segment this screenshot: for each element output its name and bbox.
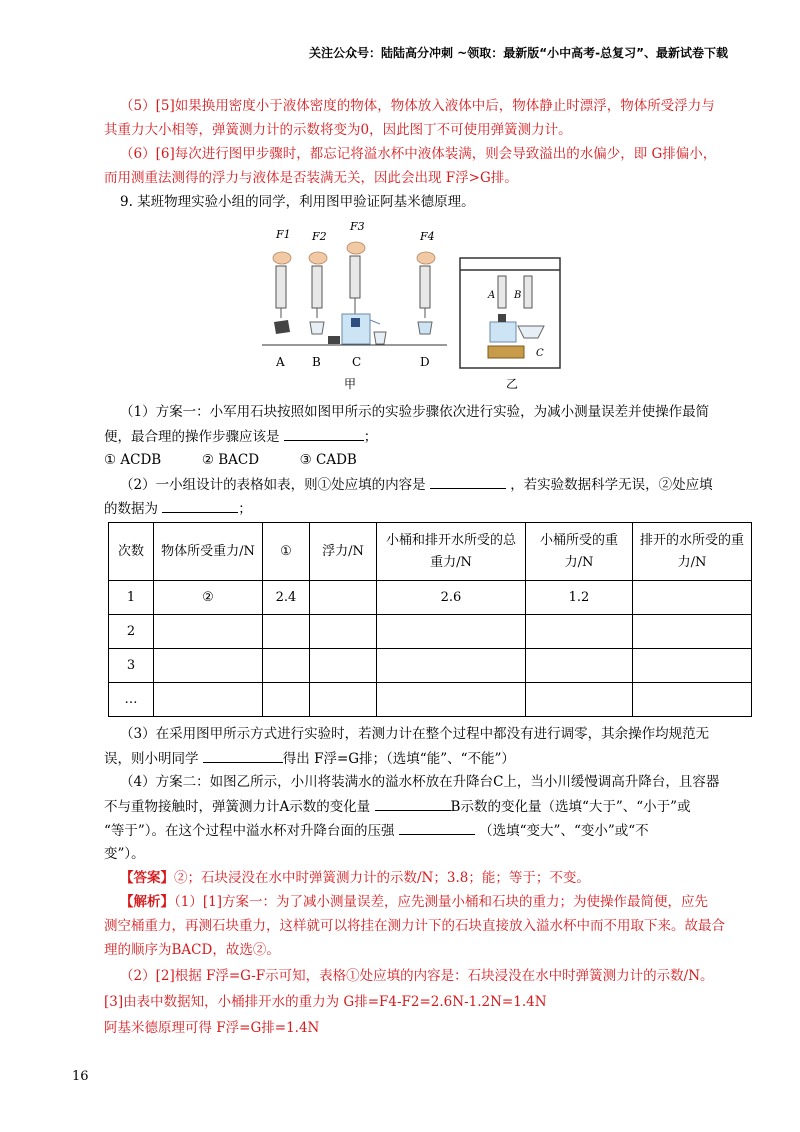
s1a: （1）方案一：小军用石块按照如图甲所示的实验步骤依次进行实验，为减小测量误差并使操作最简	[120, 404, 710, 420]
overflow-cup-2-icon	[490, 322, 516, 342]
table-row: 3	[109, 649, 752, 683]
stone-submerged-icon	[351, 318, 360, 327]
caption-jia: 甲	[344, 377, 357, 391]
label-scale-a: A	[488, 290, 496, 301]
label-scale-b: B	[514, 290, 522, 301]
table-row: …	[109, 683, 752, 717]
spring-scale-icons	[276, 256, 430, 308]
step-a: A	[276, 355, 285, 369]
page-header: 关注公众号：陆陆高分冲刺 ~领取：最新版“小中高考-总复习”、最新试卷下载	[309, 46, 728, 60]
blank-5[interactable]	[375, 796, 451, 811]
label-f1: F1	[276, 228, 291, 241]
table-row: 1 ② 2.4 2.6 1.2	[109, 581, 752, 615]
s2a: （2）一小组设计的表格如表，则①处应填的内容是 ，若实验数据科学无误，②处应填	[120, 474, 713, 495]
prev-p6a: （6）[6]每次进行图甲步骤时，都忘记将溢水杯中液体装满，则会导致溢出的水偏少，即 G排偏小，	[120, 146, 717, 162]
s3b: 误，则小明同学 得出 F浮=G排；（选填“能”、“不能”）	[104, 748, 515, 769]
lift-platform-icon	[488, 346, 524, 358]
label-f3: F3	[350, 220, 365, 233]
analysis-1b: 测空桶重力，再测石块重力，这样就可以将挂在测力计下的石块直接放入溢水杯中而不用取下来。故最合	[104, 918, 725, 934]
prev-p6b: 而用测重法测得的浮力与液体是否装满无关，因此会出现 F浮>G排。	[104, 170, 518, 186]
label-platform-c: C	[536, 348, 544, 359]
step-b: B	[312, 355, 321, 369]
analysis-2: （2）[2]根据 F浮=G-F示可知，表格①处应填的内容是：石块浸没在水中时弹簧测力计的示数/N。	[120, 968, 714, 984]
bucket-water-icon	[418, 322, 432, 334]
th-4: 小桶和排开水所受的总重力/N	[377, 523, 526, 581]
experiment-figure	[262, 218, 562, 394]
answer-line	[120, 868, 590, 888]
th-6: 排开的水所受的重力/N	[633, 523, 752, 581]
analysis-3: [3]由表中数据知，小桶排开水的重力为 G排=F4-F2=2.6N-1.2N=1.4N	[104, 994, 547, 1010]
answer-tag: 【答案】	[120, 870, 174, 886]
options-row	[104, 450, 357, 470]
answer-text: ②；石块浸没在水中时弹簧测力计的示数/N；3.8；能；等于；不变。	[174, 870, 590, 886]
th-2: ①	[263, 523, 310, 581]
step-c: C	[352, 355, 362, 369]
prev-p5a: （5）[5]如果换用密度小于液体密度的物体，物体放入液体中后，物体静止时漂浮，物体所受浮力与	[120, 98, 715, 114]
analysis-4: 阿基米德原理可得 F浮=G排=1.4N	[104, 1020, 320, 1036]
th-0: 次数	[109, 523, 154, 581]
label-f4: F4	[420, 230, 435, 243]
s4b: 不与重物接触时，弹簧测力计A示数的变化量 B示数的变化量（选填“大于”、“小于”或	[104, 796, 691, 817]
table-header-row	[109, 523, 752, 581]
page-number: 16	[72, 1069, 89, 1084]
blank-3[interactable]	[162, 498, 238, 513]
s4c: “等于”）。在这个过程中溢水杯对升降台面的压强 （选填“变大”、“变小”或“不	[104, 820, 649, 841]
bucket-icon	[310, 322, 324, 334]
s2b: 的数据为 ；	[104, 498, 252, 519]
s4a: （4）方案二：如图乙所示，小川将装满水的溢水杯放在升降台C上，当小川缓慢调高升降台，且容器	[120, 774, 720, 790]
s4d: 变”）。	[104, 846, 145, 862]
blank-2[interactable]	[430, 474, 506, 489]
blank-4[interactable]	[203, 748, 283, 763]
th-5: 小桶所受的重力/N	[526, 523, 633, 581]
s3a: （3）在采用图甲所示方式进行实验时，若测力计在整个过程中都没有进行调零，其余操作均规范无	[120, 726, 710, 742]
blank-1[interactable]	[284, 426, 364, 441]
option-3: ③ CADB	[299, 452, 357, 468]
prev-p5b: 其重力大小相等，弹簧测力计的示数将变为0，因此图丁不可使用弹簧测力计。	[104, 122, 572, 138]
th-1: 物体所受重力/N	[154, 523, 263, 581]
caption-yi: 乙	[506, 377, 519, 391]
option-2: ② BACD	[201, 452, 260, 468]
label-f2: F2	[312, 230, 327, 243]
analysis-1a: 【解析】（1）[1]方案一：为了减小测量误差，应先测量小桶和石块的重力；为使操作最简便，应先	[120, 894, 708, 910]
table-row: 2	[109, 615, 752, 649]
stone-icon	[274, 320, 290, 334]
data-table	[108, 522, 752, 717]
analysis-1c: 理的顺序为BACD，故选②。	[104, 942, 280, 958]
option-1: ① ACDB	[104, 452, 162, 468]
th-3: 浮力/N	[310, 523, 377, 581]
s1b: 便，最合理的操作步骤应该是 ；	[104, 426, 377, 447]
step-d: D	[420, 355, 430, 369]
analysis-tag: 【解析】	[120, 894, 174, 910]
question-title: 9. 某班物理实验小组的同学，利用图甲验证阿基米德原理。	[120, 194, 475, 210]
blank-6[interactable]	[399, 820, 475, 835]
